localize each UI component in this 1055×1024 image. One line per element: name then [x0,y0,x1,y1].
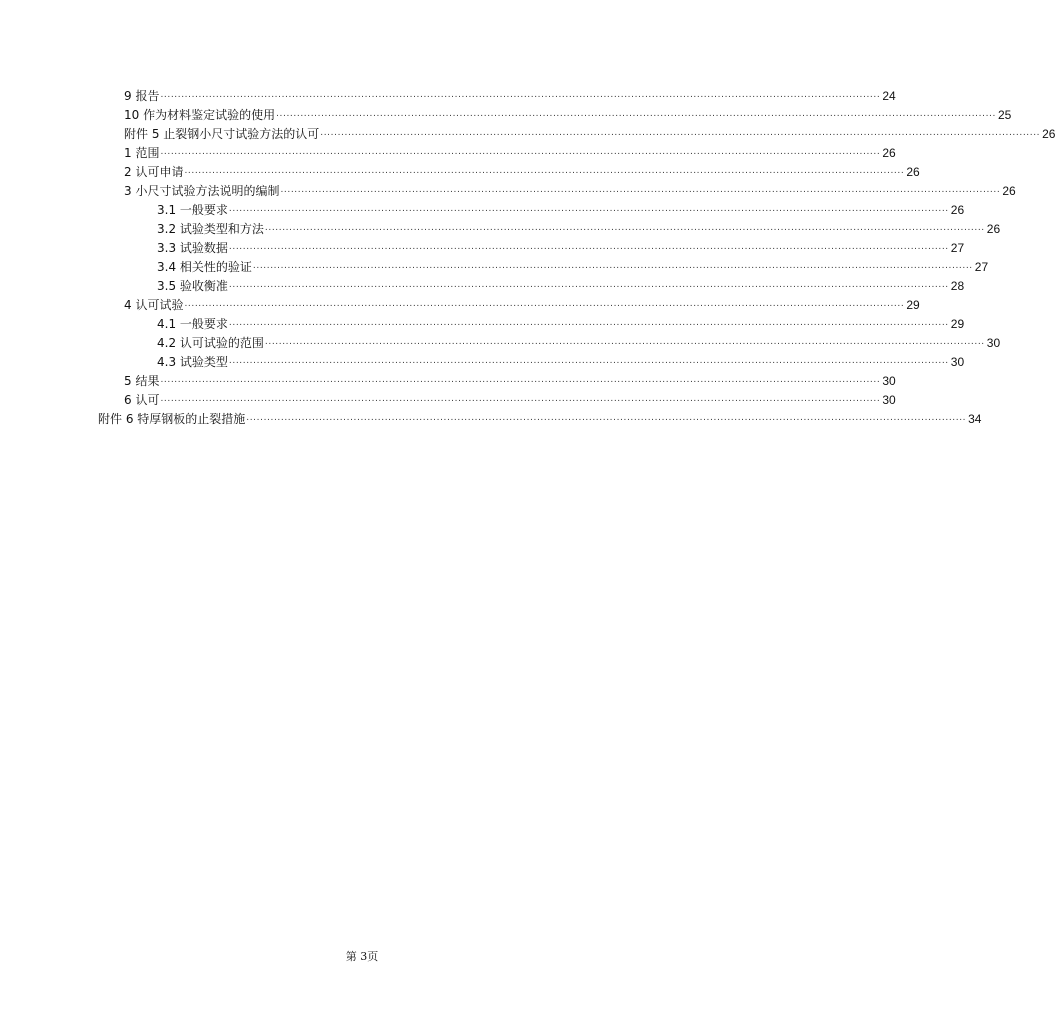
toc-entry[interactable] [124,181,1016,199]
toc-entry-label: 10 作为材料鉴定试验的使用 [124,108,276,122]
toc-entry-label: 4 认可试验 [124,298,184,312]
toc-entry-page: 26 [950,203,965,217]
toc-entry-label: 4.3 试验类型 [157,355,228,369]
dot-leader: ................................................................................................................................................................................................................ [228,280,949,290]
page-number-footer: 第 3页 [345,950,379,963]
toc-subentry[interactable] [157,200,965,218]
dot-leader: ................................................................................................................................................................................................................ [320,128,1041,138]
dot-leader: ................................................................................................................................................................................................................ [264,223,985,233]
dot-leader: ................................................................................................................................................................................................................ [228,204,949,214]
toc-entry-page: 30 [986,336,1001,350]
dot-leader: ................................................................................................................................................................................................................ [228,242,949,252]
dot-leader: ................................................................................................................................................................................................................ [160,394,881,404]
toc-entry-page: 34 [968,412,982,426]
dot-leader: ................................................................................................................................................................................................................ [264,337,985,347]
toc-appendix-entry[interactable] [98,409,982,427]
toc-entry-label: 6 认可 [124,393,160,407]
toc-entry-page: 27 [950,241,965,255]
toc-entry-label: 附件 5 止裂钢小尺寸试验方法的认可 [124,127,320,141]
toc-entry[interactable] [124,295,920,313]
toc-subentry[interactable] [157,238,965,256]
dot-leader: ................................................................................................................................................................................................................ [252,261,973,271]
toc-entry-label: 1 范围 [124,146,160,160]
toc-entry-page: 27 [974,260,989,274]
toc-entry-page: 30 [882,393,896,407]
toc-entry-page: 26 [882,146,896,160]
dot-leader: ................................................................................................................................................................................................................ [228,318,949,328]
toc-entry-page: 30 [950,355,965,369]
toc-entry-page: 25 [997,108,1012,122]
toc-entry-label: 9 报告 [124,89,160,103]
toc-entry-label: 附件 6 特厚钢板的止裂措施 [98,412,246,426]
toc-entry-label: 2 认可申请 [124,165,184,179]
dot-leader: ................................................................................................................................................................................................................ [246,413,967,423]
dot-leader: ................................................................................................................................................................................................................ [160,90,881,100]
dot-leader: ................................................................................................................................................................................................................ [160,147,881,157]
toc-entry[interactable] [124,371,896,389]
toc-entry-label: 5 结果 [124,374,160,388]
toc-subentry[interactable] [157,333,1001,351]
toc-entry-label: 4.1 一般要求 [157,317,228,331]
toc-entry-label: 3.3 试验数据 [157,241,228,255]
toc-entry-page: 30 [882,374,896,388]
toc-subentry[interactable] [157,352,965,370]
toc-subentry[interactable] [157,314,965,332]
dot-leader: ................................................................................................................................................................................................................ [228,356,949,366]
toc-entry-label: 3.2 试验类型和方法 [157,222,264,236]
toc-subentry[interactable] [157,219,1001,237]
toc-subentry[interactable] [157,257,989,275]
toc-entry-page: 29 [906,298,920,312]
dot-leader: ................................................................................................................................................................................................................ [184,166,905,176]
toc-subentry[interactable] [157,276,965,294]
dot-leader: ................................................................................................................................................................................................................ [184,299,905,309]
toc-entry-page: 28 [950,279,965,293]
toc-entry[interactable] [124,105,1012,123]
dot-leader: ................................................................................................................................................................................................................ [276,109,996,119]
toc-entry-page: 26 [906,165,920,179]
toc-entry-label: 3.4 相关性的验证 [157,260,252,274]
toc-entry-page: 29 [950,317,965,331]
toc-entry-page: 26 [986,222,1001,236]
toc-entry-label: 3 小尺寸试验方法说明的编制 [124,184,280,198]
dot-leader: ................................................................................................................................................................................................................ [280,185,1001,195]
toc-entry-page: 24 [882,89,896,103]
toc-entry-page: 26 [1002,184,1016,198]
toc-entry[interactable] [124,86,896,104]
toc-entry[interactable] [124,390,896,408]
toc-entry[interactable] [124,162,920,180]
toc-entry-label: 4.2 认可试验的范围 [157,336,264,350]
dot-leader: ................................................................................................................................................................................................................ [160,375,881,385]
toc-entry-label: 3.1 一般要求 [157,203,228,217]
toc-entry[interactable] [124,143,896,161]
toc-entry-page: 26 [1042,127,1055,141]
toc-entry[interactable] [124,124,1055,142]
toc-entry-label: 3.5 验收衡准 [157,279,228,293]
